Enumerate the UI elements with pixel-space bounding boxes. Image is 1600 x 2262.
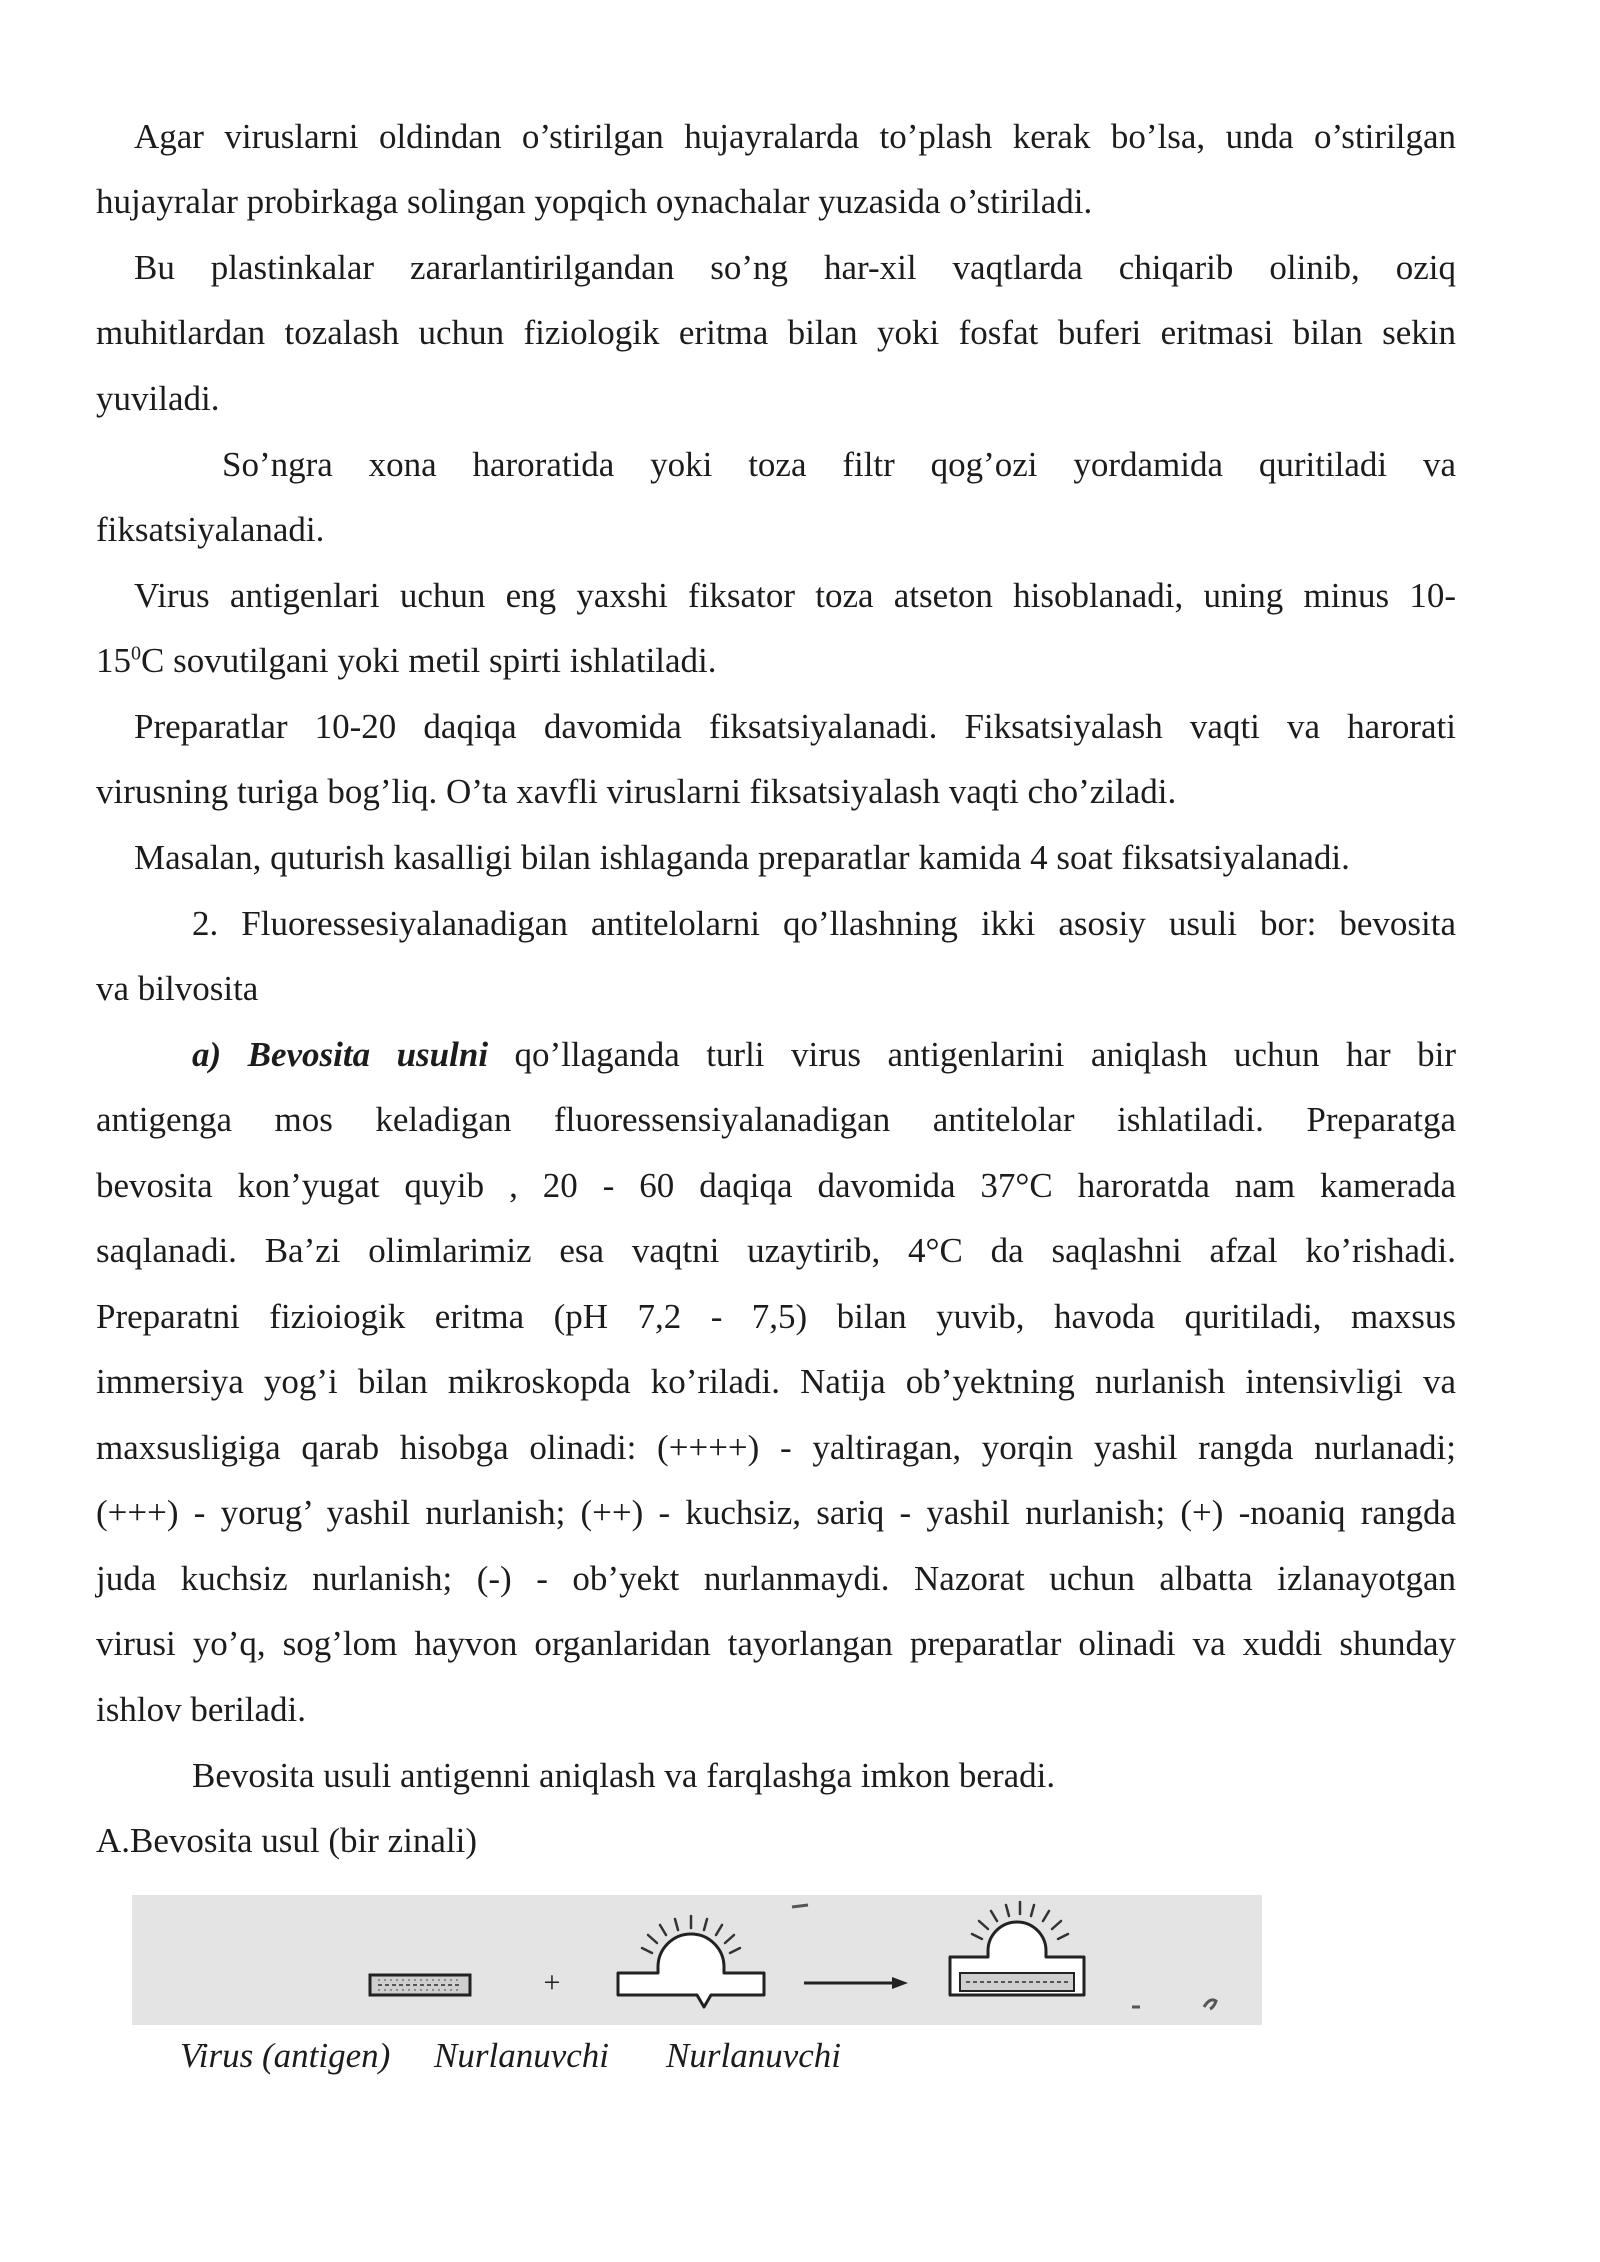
- text-line: bevosita kon’yugat quyib , 20 - 60 daqiqa davomida 37°C haroratda nam kamerada: [96, 1166, 1456, 1205]
- caption-fluorescent-antibody: Nurlanuvchi: [434, 2036, 609, 2075]
- text-line: Bu plastinkalar zararlantirilgandan so’ng har-xil vaqtlarda chiqarib olinib, oziq: [134, 248, 1456, 287]
- text-line: muhitlardan tozalash uchun fiziologik eritma bilan yoki fosfat buferi eritmasi bilan sekin: [96, 313, 1456, 352]
- degree-superscript: 0: [131, 642, 141, 665]
- text-line: hujayralar probirkaga solingan yopqich oynachalar yuzasida o’stiriladi.: [96, 182, 1093, 221]
- text-line: Preparatni fizioiogik eritma (pH 7,2 - 7,5) bilan yuvib, havoda quritiladi, maxsus: [96, 1297, 1456, 1336]
- text-line: antigenga mos keladigan fluoressensiyalanadigan antitelolar ishlatiladi. Preparatga: [96, 1100, 1456, 1139]
- text-line: ishlov beriladi.: [96, 1690, 306, 1729]
- text-line: Agar viruslarni oldindan o’stirilgan hujayralarda to’plash kerak bo’lsa, unda o’stirilgan: [134, 117, 1456, 156]
- text-run: qo’llaganda turli virus antigenlarini aniqlash uchun har bir: [488, 1035, 1456, 1074]
- text-line: juda kuchsiz nurlanish; (-) - ob’yekt nurlanmaydi. Nazorat uchun albatta izlanayotgan: [96, 1559, 1456, 1598]
- text-line: [96, 641, 1456, 681]
- text-line: Preparatlar 10-20 daqiqa davomida fiksatsiyalanadi. Fiksatsiyalash vaqti va harorati: [134, 707, 1456, 746]
- method-heading: a) Bevosita usulni: [192, 1035, 489, 1074]
- text-line: Virus antigenlari uchun eng yaxshi fiksator toza atseton hisoblanadi, uning minus 10-: [134, 576, 1456, 615]
- text-line: So’ngra xona haroratida yoki toza filtr qog’ozi yordamida quritiladi va: [222, 445, 1456, 484]
- plus-sign: +: [543, 1966, 561, 1999]
- text-line: fiksatsiyalanadi.: [96, 510, 325, 549]
- text-line: va bilvosita: [96, 969, 259, 1008]
- text-run: C sovutilgani yoki metil spirti ishlatiladi.: [141, 641, 717, 680]
- text-line: yuviladi.: [96, 379, 220, 418]
- text-line: virusi yo’q, sog’lom hayvon organlaridan tayorlangan preparatlar olinadi va xuddi shunday: [96, 1624, 1456, 1663]
- text-line: Bevosita usuli antigenni aniqlash va farqlashga imkon beradi.: [192, 1756, 1056, 1795]
- virus-antigen-shape: [370, 1975, 470, 1995]
- direct-method-diagram: [132, 1895, 1262, 2025]
- section-heading: A.Bevosita usul (bir zinali): [96, 1821, 478, 1860]
- text-line: 2. Fluoressesiyalanadigan antitelolarni qo’llashning ikki asosiy usuli bor: bevosita: [192, 904, 1456, 943]
- text-line: immersiya yog’i bilan mikroskopda ko’riladi. Natija ob’yektning nurlanish intensivligi va: [96, 1362, 1456, 1401]
- caption-fluorescent-complex: Nurlanuvchi: [666, 2036, 841, 2075]
- text-line: (+++) - yorug’ yashil nurlanish; (++) - kuchsiz, sariq - yashil nurlanish; (+) -noaniq rangda: [96, 1493, 1456, 1532]
- text-line: [192, 1035, 1456, 1075]
- text-run: 15: [96, 641, 131, 680]
- caption-virus-antigen: Virus (antigen): [180, 2036, 391, 2075]
- text-line: virusning turiga bog’liq. O’ta xavfli viruslarni fiksatsiyalash vaqti cho’ziladi.: [96, 772, 1177, 811]
- text-line: maxsusligiga qarab hisobga olinadi: (++++) - yaltiragan, yorqin yashil rangda nurlanadi;: [96, 1428, 1456, 1467]
- text-line: saqlanadi. Ba’zi olimlarimiz esa vaqtni uzaytirib, 4°C da saqlashni afzal ko’rishadi.: [96, 1231, 1456, 1270]
- text-line: Masalan, quturish kasalligi bilan ishlaganda preparatlar kamida 4 soat fiksatsiyalanadi.: [134, 838, 1350, 877]
